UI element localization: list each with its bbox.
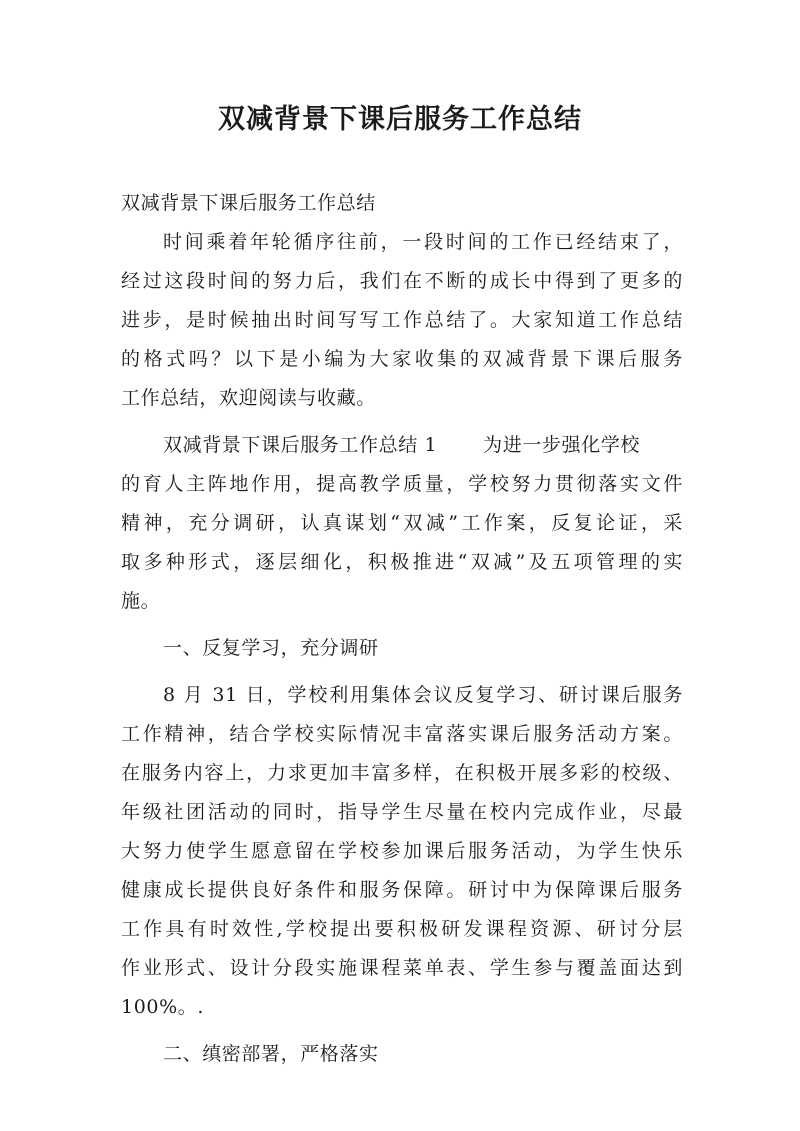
intro-line: 进步，是时候抽出时间写写工作总结了。大家知道工作总结: [121, 309, 683, 331]
point-line: 作业形式、设计分段实施课程菜单表、学生参与覆盖面达到: [121, 957, 683, 979]
section-heading-line: [121, 426, 683, 465]
point-line: 工作具有时效性,学校提出要积极研发课程资源、研讨分层: [121, 918, 683, 940]
section-line: 施。: [121, 590, 161, 612]
paragraph-gap: [121, 621, 683, 629]
point-line: 年级社团活动的同时，指导学生尽量在校内完成作业，尽最: [121, 801, 683, 823]
intro-line: 的格式吗？以下是小编为大家收集的双减背景下课后服务: [121, 348, 683, 370]
paragraph-gap: [121, 1027, 683, 1035]
point-line: 在服务内容上，力求更加丰富多样，在积极开展多彩的校级、: [121, 762, 683, 784]
point-heading: 一、反复学习，充分调研: [163, 637, 379, 659]
section-lead: 为进一步强化学校: [483, 434, 640, 456]
point-line: 大努力使学生愿意留在学校参加课后服务活动，为学生快乐: [121, 840, 683, 862]
point-line: 100%。.: [121, 996, 204, 1018]
document-body: [121, 184, 683, 1074]
intro-line: 时间乘着年轮循序往前，一段时间的工作已经结束了，: [163, 231, 683, 253]
paragraph-gap: [121, 418, 683, 426]
document-subtitle: 双减背景下课后服务工作总结: [121, 192, 376, 214]
point-line: 健康成长提供良好条件和服务保障。研讨中为保障课后服务: [121, 879, 683, 901]
section-line: 取多种形式，逐层细化，积极推进“双减”及五项管理的实: [121, 551, 683, 573]
document-title: 双减背景下课后服务工作总结: [218, 104, 582, 135]
point-line: 8 月 31 日，学校利用集体会议反复学习、研讨课后服务: [163, 684, 683, 706]
section-line: 精神，充分调研，认真谋划“双减”工作案，反复论证，采: [121, 512, 683, 534]
section-heading: 双减背景下课后服务工作总结 1: [163, 434, 438, 456]
intro-line: 经过这段时间的努力后，我们在不断的成长中得到了更多的: [121, 270, 683, 292]
intro-line: 工作总结，欢迎阅读与收藏。: [121, 387, 376, 409]
point-line: 工作精神，结合学校实际情况丰富落实课后服务活动方案。: [121, 723, 683, 745]
point-heading: 二、缜密部署，严格落实: [163, 1043, 379, 1065]
paragraph-gap: [121, 668, 683, 676]
section-line: 的育人主阵地作用，提高教学质量，学校努力贯彻落实文件: [121, 473, 683, 495]
